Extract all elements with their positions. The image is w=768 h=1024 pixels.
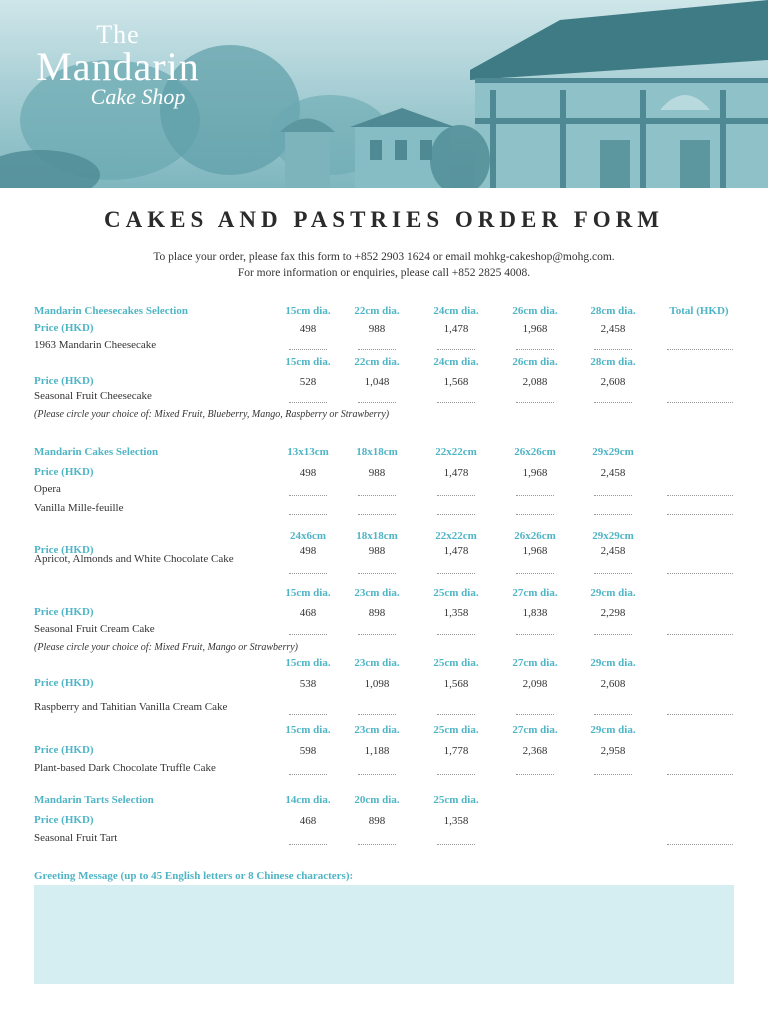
quantity-field[interactable] xyxy=(594,774,632,775)
quantity-field[interactable] xyxy=(437,844,475,845)
size-header: 15cm dia. xyxy=(285,587,331,599)
total-field[interactable] xyxy=(667,714,733,715)
size-header: 22x22cm xyxy=(435,446,477,458)
quantity-field[interactable] xyxy=(437,634,475,635)
quantity-field[interactable] xyxy=(594,573,632,574)
price-value: 498 xyxy=(299,323,317,335)
page-title: CAKES AND PASTRIES ORDER FORM xyxy=(104,207,664,232)
quantity-field[interactable] xyxy=(358,634,396,635)
total-field[interactable] xyxy=(667,495,733,496)
item-name: Plant-based Dark Chocolate Truffle Cake xyxy=(34,762,216,774)
intro-text xyxy=(0,249,768,281)
quantity-field[interactable] xyxy=(358,573,396,574)
size-header: 24cm dia. xyxy=(433,356,479,368)
price-value: 898 xyxy=(368,815,386,827)
size-header: 22cm dia. xyxy=(354,305,400,317)
price-value: 538 xyxy=(299,678,317,690)
quantity-field[interactable] xyxy=(358,495,396,496)
total-field[interactable] xyxy=(667,402,733,403)
size-header: 22cm dia. xyxy=(354,356,400,368)
price-value: 898 xyxy=(368,607,386,619)
price-label: Price (HKD) xyxy=(34,466,94,478)
total-field[interactable] xyxy=(667,634,733,635)
quantity-field[interactable] xyxy=(594,495,632,496)
price-value: 1,188 xyxy=(364,745,390,757)
quantity-field[interactable] xyxy=(289,634,327,635)
brand-logo xyxy=(28,22,208,108)
total-field[interactable] xyxy=(667,514,733,515)
quantity-field[interactable] xyxy=(516,714,554,715)
intro-line-2: For more information or enquiries, please call +852 2825 4008. xyxy=(237,267,531,279)
quantity-field[interactable] xyxy=(358,714,396,715)
size-header: 26cm dia. xyxy=(512,305,558,317)
size-header: 26x26cm xyxy=(514,530,556,542)
price-value: 1,778 xyxy=(443,745,469,757)
header-banner xyxy=(0,0,768,188)
size-header: 13x13cm xyxy=(287,446,329,458)
price-label: Price (HKD) xyxy=(34,322,94,334)
quantity-field[interactable] xyxy=(289,514,327,515)
size-header: 26x26cm xyxy=(514,446,556,458)
item-name: Seasonal Fruit Cream Cake xyxy=(34,623,155,635)
quantity-field[interactable] xyxy=(289,495,327,496)
total-field[interactable] xyxy=(667,844,733,845)
size-header: 28cm dia. xyxy=(590,305,636,317)
price-value: 2,958 xyxy=(600,745,626,757)
price-value: 1,838 xyxy=(522,607,548,619)
size-header: 29cm dia. xyxy=(590,587,636,599)
item-name: Vanilla Mille-feuille xyxy=(34,502,124,514)
price-value: 1,568 xyxy=(443,678,469,690)
quantity-field[interactable] xyxy=(358,774,396,775)
quantity-field[interactable] xyxy=(437,774,475,775)
size-header: 28cm dia. xyxy=(590,356,636,368)
quantity-field[interactable] xyxy=(516,495,554,496)
quantity-field[interactable] xyxy=(289,714,327,715)
quantity-field[interactable] xyxy=(358,514,396,515)
size-header: 25cm dia. xyxy=(433,794,479,806)
section-cheesecakes: Mandarin Cheesecakes Selection xyxy=(34,305,188,317)
flavour-note: (Please circle your choice of: Mixed Fruit, Mango or Strawberry) xyxy=(34,642,299,653)
size-header: 25cm dia. xyxy=(433,587,479,599)
price-value: 1,358 xyxy=(443,607,469,619)
price-value: 988 xyxy=(368,545,386,557)
item-name: Raspberry and Tahitian Vanilla Cream Cake xyxy=(34,701,228,713)
quantity-field[interactable] xyxy=(594,402,632,403)
quantity-field[interactable] xyxy=(289,349,327,350)
price-value: 1,968 xyxy=(522,467,548,479)
logo-cake-shop: Cake Shop xyxy=(90,84,186,109)
greeting-message-field[interactable] xyxy=(34,885,734,984)
quantity-field[interactable] xyxy=(289,844,327,845)
price-value: 1,098 xyxy=(364,678,390,690)
price-value: 1,568 xyxy=(443,376,469,388)
size-header: 26cm dia. xyxy=(512,356,558,368)
total-field[interactable] xyxy=(667,573,733,574)
quantity-field[interactable] xyxy=(594,634,632,635)
size-header: 20cm dia. xyxy=(354,794,400,806)
size-header: 27cm dia. xyxy=(512,657,558,669)
price-value: 468 xyxy=(299,815,317,827)
size-header: 25cm dia. xyxy=(433,724,479,736)
price-label: Price (HKD) xyxy=(34,606,94,618)
price-label: Price (HKD) xyxy=(34,375,94,387)
quantity-field[interactable] xyxy=(358,349,396,350)
price-value: 498 xyxy=(299,545,317,557)
size-header: 29cm dia. xyxy=(590,657,636,669)
quantity-field[interactable] xyxy=(437,495,475,496)
size-header: 23cm dia. xyxy=(354,587,400,599)
intro-line-1: To place your order, please fax this form to +852 2903 1624 or email mohkg-cakeshop@mohg.com. xyxy=(153,251,615,263)
item-name: Apricot, Almonds and White Chocolate Cake xyxy=(34,553,234,565)
total-field[interactable] xyxy=(667,349,733,350)
price-value: 1,968 xyxy=(522,545,548,557)
price-value: 1,478 xyxy=(443,323,469,335)
price-value: 2,608 xyxy=(600,376,626,388)
quantity-field[interactable] xyxy=(358,844,396,845)
total-field[interactable] xyxy=(667,774,733,775)
quantity-field[interactable] xyxy=(289,573,327,574)
item-name: Seasonal Fruit Tart xyxy=(34,832,118,844)
quantity-field[interactable] xyxy=(437,514,475,515)
quantity-field[interactable] xyxy=(289,402,327,403)
price-value: 528 xyxy=(299,376,317,388)
quantity-field[interactable] xyxy=(516,573,554,574)
size-header: 24cm dia. xyxy=(433,305,479,317)
section-cakes: Mandarin Cakes Selection xyxy=(34,446,159,458)
price-label: Price (HKD) xyxy=(34,677,94,689)
greeting-label: Greeting Message (up to 45 English letters or 8 Chinese characters): xyxy=(34,870,354,882)
quantity-field[interactable] xyxy=(516,349,554,350)
price-value: 2,458 xyxy=(600,545,626,557)
price-value: 468 xyxy=(299,607,317,619)
price-value: 2,088 xyxy=(522,376,548,388)
size-header: 15cm dia. xyxy=(285,724,331,736)
price-label: Price (HKD) xyxy=(34,744,94,756)
quantity-field[interactable] xyxy=(358,402,396,403)
quantity-field[interactable] xyxy=(516,774,554,775)
price-value: 2,298 xyxy=(600,607,626,619)
quantity-field[interactable] xyxy=(516,634,554,635)
quantity-field[interactable] xyxy=(594,349,632,350)
quantity-field[interactable] xyxy=(289,774,327,775)
item-name: 1963 Mandarin Cheesecake xyxy=(34,339,157,351)
quantity-field[interactable] xyxy=(594,514,632,515)
price-value: 498 xyxy=(299,467,317,479)
price-value: 1,478 xyxy=(443,545,469,557)
size-header: 27cm dia. xyxy=(512,587,558,599)
logo-mandarin: Mandarin xyxy=(36,44,200,89)
quantity-field[interactable] xyxy=(437,714,475,715)
item-name: Seasonal Fruit Cheesecake xyxy=(34,390,152,402)
size-header: 15cm dia. xyxy=(285,305,331,317)
size-header: 29x29cm xyxy=(592,530,634,542)
flavour-note: (Please circle your choice of: Mixed Fruit, Blueberry, Mango, Raspberry or Strawberry) xyxy=(34,409,390,420)
price-value: 598 xyxy=(299,745,317,757)
price-value: 1,358 xyxy=(443,815,469,827)
price-value: 2,458 xyxy=(600,467,626,479)
size-header: 15cm dia. xyxy=(285,657,331,669)
size-header: 15cm dia. xyxy=(285,356,331,368)
quantity-field[interactable] xyxy=(516,514,554,515)
quantity-field[interactable] xyxy=(437,349,475,350)
item-name: Opera xyxy=(34,483,61,495)
total-column-header: Total (HKD) xyxy=(669,305,729,317)
size-header: 24x6cm xyxy=(289,530,327,542)
size-header: 27cm dia. xyxy=(512,724,558,736)
price-value: 2,368 xyxy=(522,745,548,757)
size-header: 18x18cm xyxy=(356,530,398,542)
size-header: 14cm dia. xyxy=(285,794,331,806)
price-value: 988 xyxy=(368,323,386,335)
price-value: 1,968 xyxy=(522,323,548,335)
size-header: 18x18cm xyxy=(356,446,398,458)
price-value: 2,458 xyxy=(600,323,626,335)
quantity-field[interactable] xyxy=(437,402,475,403)
quantity-field[interactable] xyxy=(437,573,475,574)
price-value: 1,048 xyxy=(364,376,390,388)
size-header: 25cm dia. xyxy=(433,657,479,669)
price-value: 2,608 xyxy=(600,678,626,690)
price-value: 2,098 xyxy=(522,678,548,690)
size-header: 23cm dia. xyxy=(354,657,400,669)
size-header: 23cm dia. xyxy=(354,724,400,736)
size-header: 22x22cm xyxy=(435,530,477,542)
size-header: 29cm dia. xyxy=(590,724,636,736)
quantity-field[interactable] xyxy=(594,714,632,715)
price-value: 988 xyxy=(368,467,386,479)
logo-the: The xyxy=(96,20,140,49)
price-label: Price (HKD) xyxy=(34,814,94,826)
section-tarts: Mandarin Tarts Selection xyxy=(34,794,154,806)
price-label: Price (HKD) xyxy=(34,544,94,556)
price-value: 1,478 xyxy=(443,467,469,479)
size-header: 29x29cm xyxy=(592,446,634,458)
quantity-field[interactable] xyxy=(516,402,554,403)
